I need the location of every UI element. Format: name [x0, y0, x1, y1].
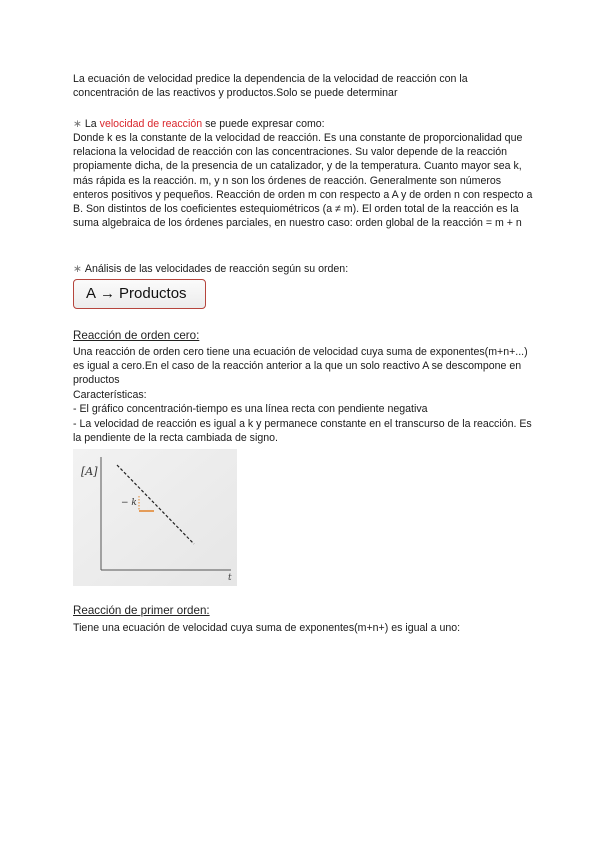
characteristics-label: Características: [73, 389, 147, 401]
graph-image [73, 449, 237, 586]
arrow-icon: → [100, 284, 116, 302]
product-label: Productos [119, 284, 187, 302]
reactant-label: A [86, 284, 97, 302]
analysis-line [73, 262, 533, 276]
characteristic-1: - El gráfico concentración-tiempo es una línea recta con pendiente negativa [73, 403, 428, 415]
explanation-paragraph: Donde k es la constante de la velocidad de reacción. Es una constante de proporcionalidad que relaciona la velocidad de reacción con las concentraciones. Su valor depende de la reacción propiamente dicha, de la presencia de un catalizador, y de la temperatura. Cuanto mayor sea k, más rápida es la reacción. m, y n son los órdenes de reacción. Generalmente son números enteros positivos y pequeños. Reacción de orden m con respecto a A y de orden n con respecto a B. Son distintos de los coeficientes estequiométricos (a ≠ m). El orden total de la reacción es la suma algebraica de los órdenes parciales, en nuestro caso: orden global de la reacción = m + n [73, 132, 533, 230]
y-axis-label: [A] [81, 465, 98, 478]
rate-highlight: velocidad de reacción [99, 118, 203, 130]
rate-prefix: La [84, 118, 97, 130]
x-axis-label: t [228, 573, 232, 583]
graph-background [73, 449, 237, 586]
first-order-heading: Reacción de primer orden: [73, 604, 210, 617]
concentration-time-graph [73, 449, 237, 586]
characteristic-2: - La velocidad de reacción es igual a k y permanece constante en el transcurso de la reacción. Es la pendiente de la recta cambiada de signo. [73, 418, 532, 445]
rate-expression-line [73, 117, 533, 131]
zero-order-description: Una reacción de orden cero tiene una ecuación de velocidad cuya suma de exponentes(m+n+...) es igual a cero.En el caso de la reacción anterior a la que un solo reactivo A se descompone en productos [73, 346, 528, 387]
slope-label: − k [121, 498, 137, 508]
intro-paragraph: La ecuación de velocidad predice la dependencia de la velocidad de reacción con la concentración de las reactivos y productos.Solo se puede determinar [73, 73, 468, 100]
zero-order-heading: Reacción de orden cero: [73, 329, 200, 342]
bullet-icon: ∗ [73, 263, 82, 275]
analysis-text: Análisis de las velocidades de reacción según su orden: [84, 263, 349, 275]
bullet-icon: ∗ [73, 118, 82, 130]
reaction-equation-box [73, 279, 206, 309]
first-order-description: Tiene una ecuación de velocidad cuya suma de exponentes(m+n+) es igual a uno: [73, 622, 461, 634]
rate-suffix: se puede expresar como: [205, 118, 325, 130]
